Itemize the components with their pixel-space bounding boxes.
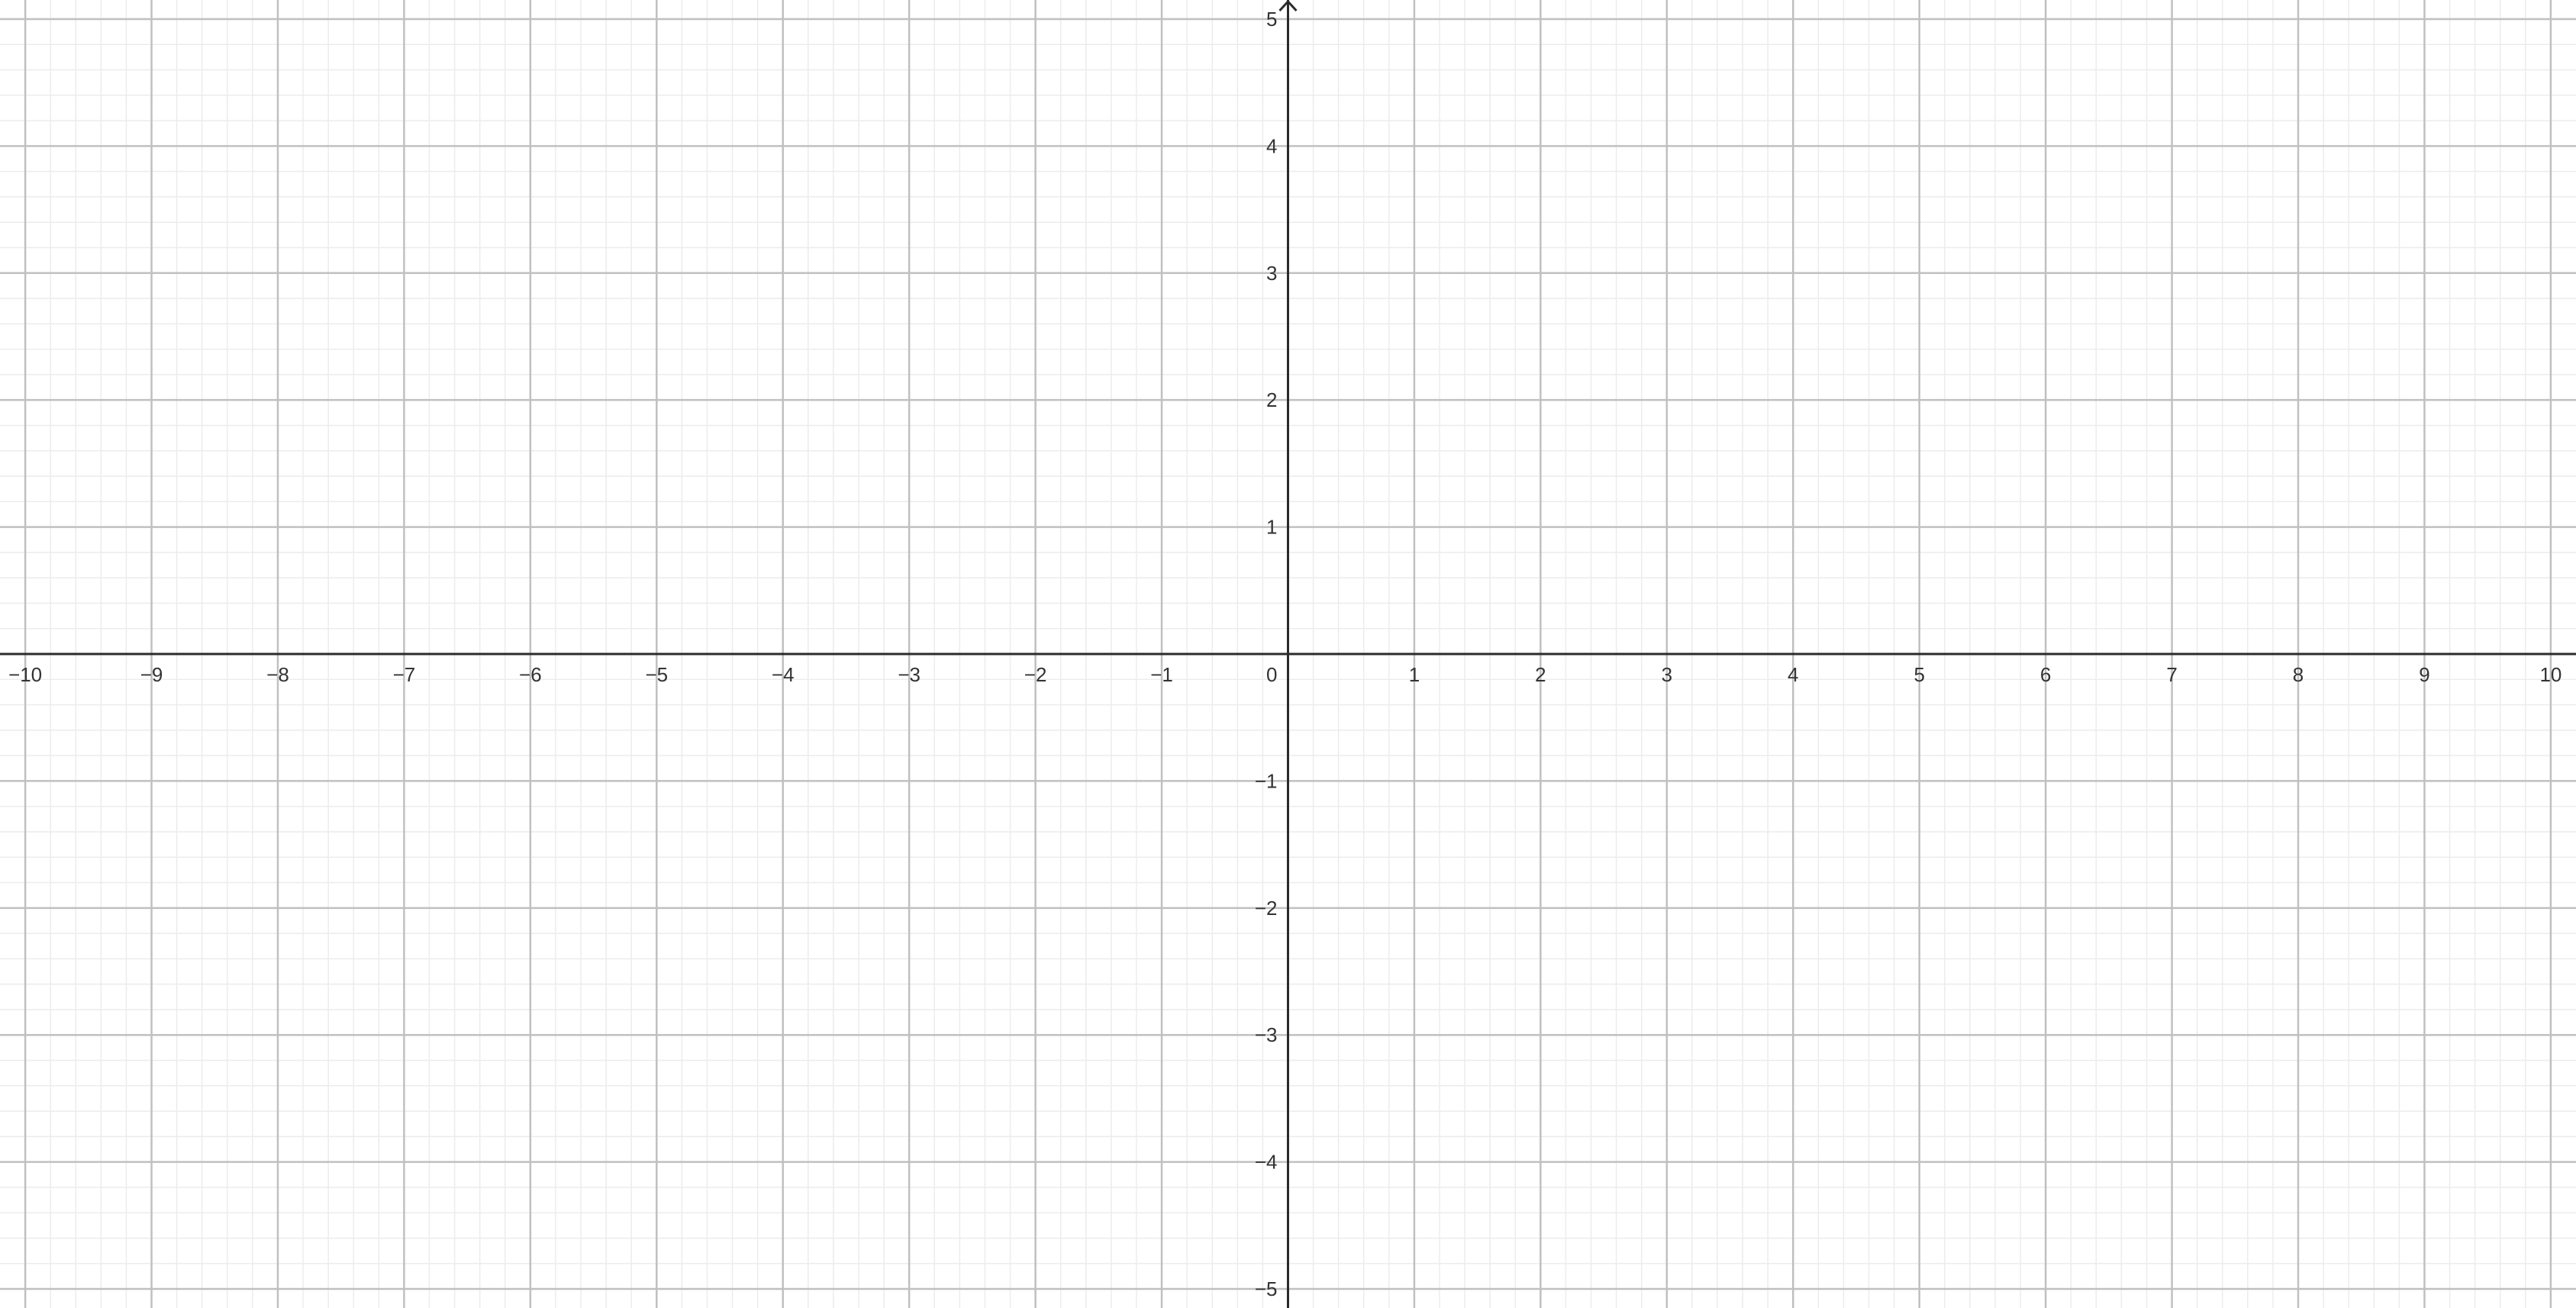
y-tick-label: 3 bbox=[1266, 261, 1278, 285]
y-tick-label: −3 bbox=[1254, 1023, 1278, 1047]
x-tick-label: −9 bbox=[140, 663, 163, 686]
x-tick-label: 4 bbox=[1788, 663, 1799, 686]
y-tick-label: −4 bbox=[1254, 1150, 1278, 1174]
x-tick-label: −4 bbox=[771, 663, 795, 686]
y-tick-label: 5 bbox=[1266, 7, 1278, 31]
x-tick-label: −6 bbox=[519, 663, 542, 686]
y-tick-label: −1 bbox=[1254, 769, 1278, 793]
x-tick-label: −8 bbox=[266, 663, 289, 686]
x-tick-label: 8 bbox=[2292, 663, 2304, 686]
y-tick-label: 1 bbox=[1266, 515, 1278, 539]
x-tick-label: 9 bbox=[2419, 663, 2430, 686]
x-tick-label: −2 bbox=[1024, 663, 1047, 686]
x-tick-label: 1 bbox=[1408, 663, 1420, 686]
x-tick-label: 5 bbox=[1913, 663, 1925, 686]
x-tick-label: 7 bbox=[2166, 663, 2178, 686]
y-tick-label: −2 bbox=[1254, 896, 1278, 920]
x-tick-label: −1 bbox=[1150, 663, 1173, 686]
x-tick-label: −10 bbox=[8, 663, 43, 686]
y-tick-label: 4 bbox=[1266, 134, 1278, 158]
x-tick-label: 10 bbox=[2539, 663, 2562, 686]
x-tick-label: 3 bbox=[1661, 663, 1673, 686]
origin-label: 0 bbox=[1266, 663, 1278, 686]
x-tick-label: −7 bbox=[392, 663, 416, 686]
x-tick-label: −3 bbox=[898, 663, 921, 686]
x-tick-label: −5 bbox=[645, 663, 669, 686]
y-tick-label: 2 bbox=[1266, 388, 1278, 412]
y-tick-label: −5 bbox=[1254, 1277, 1278, 1301]
x-tick-label: 6 bbox=[2039, 663, 2052, 686]
x-tick-label: 2 bbox=[1535, 663, 1546, 686]
